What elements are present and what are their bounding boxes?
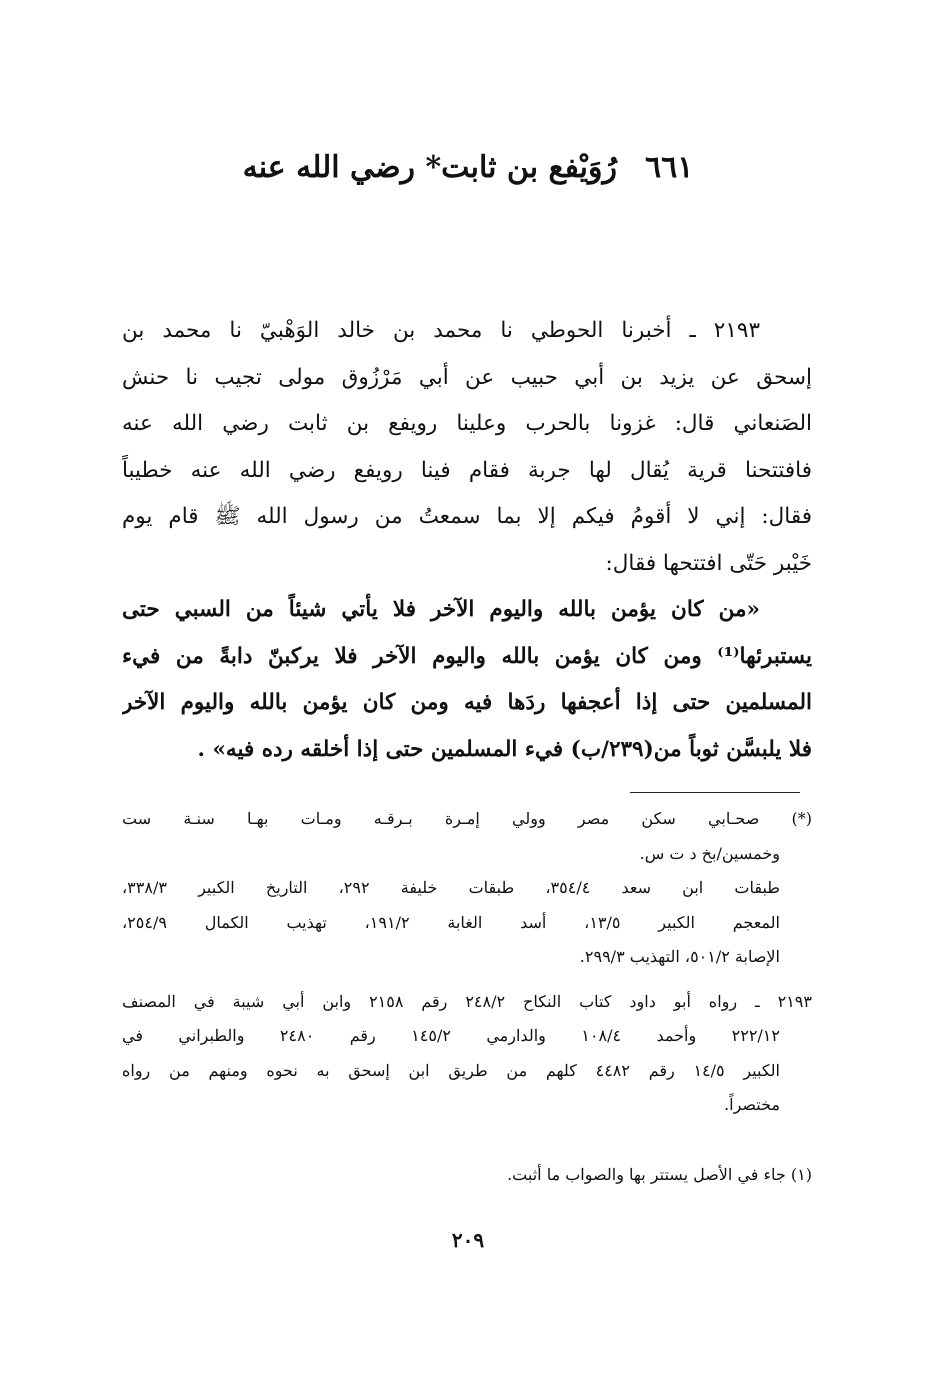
takhrij-line: مختصراً. (724, 1095, 780, 1114)
text-line: فافتتحنا قرية يُقال لها جربة فقام فينا رويفع رضي الله عنه خطيباً (122, 457, 812, 483)
hadith-line: يستبرئها⁽¹⁾ ومن كان يؤمن بالله واليوم الآخر فلا يركبنّ دابةً من فيء (122, 643, 812, 669)
text-line: إسحق عن يزيد بن أبي حبيب عن أبي مَرْزُوق مولى تجيب نا حنش (122, 364, 812, 390)
hadith-text (122, 587, 812, 773)
footnote: (١) جاء في الأصل يستتر بها والصواب ما أثبت. (507, 1165, 812, 1184)
text-line: ٢١٩٣ ـ أخبرنا الحوطي نا محمد بن خالد الوَهْبيّ نا محمد بن (122, 318, 760, 343)
chapter-name: رُوَيْفع بن ثابت* رضي الله عنه (242, 150, 617, 185)
hadith-line: فلا يلبسَّن ثوباً من(٢٣٩/ب) فيء المسلمين حتى إذا أخلقه رده فيه» . (197, 736, 812, 762)
hadith-line: «من كان يؤمن بالله واليوم الآخر فلا يأتي شيئاً من السبي حتى (122, 597, 760, 622)
page-number: ٢٠٩ (451, 1228, 485, 1252)
chapter-title (0, 150, 936, 185)
footnote-separator (630, 792, 800, 793)
hadith-line: المسلمين حتى إذا أعجفها ردَها فيه ومن كان يؤمن بالله واليوم الآخر (122, 690, 812, 715)
note-line: طبقات ابن سعد ٣٥٤/٤، طبقات خليفة ٢٩٢، التاريخ الكبير ٣٣٨/٣، (122, 878, 781, 897)
note-line: (*) صحـابي سكن مصر وولي إمـرة بـرقـه ومـات بهـا سنـة ست (122, 809, 812, 828)
chapter-number: ٦٦١ (645, 150, 694, 185)
note-line: المعجم الكبير ١٣/٥، أسد الغابة ١٩١/٢، تهذيب الكمال ٢٥٤/٩، (122, 912, 781, 932)
note-line: الإصابة ٥٠١/٢، التهذيب ٢٩٩/٣. (579, 947, 780, 966)
main-text (122, 308, 812, 773)
text-line: الصَنعاني قال: غزونا بالحرب وعلينا رويفع بن ثابت رضي الله عنه (122, 411, 812, 436)
text-line: فقال: إني لا أقومُ فيكم إلا بما سمعتُ من رسول الله ﷺ قام يوم (122, 504, 812, 529)
note-gap (122, 975, 812, 985)
text-line: خَيْبر حَتّى افتتحها فقال: (605, 550, 812, 576)
takhrij-line: ٢١٩٣ ـ رواه أبو داود كتاب النكاح ٢٤٨/٢ رقم ٢١٥٨ وابن أبي شيبة في المصنف (122, 991, 812, 1011)
takhrij-line: الكبير ١٤/٥ رقم ٤٤٨٢ كلهم من طريق ابن إسحق به نحوه ومنهم من رواه (122, 1060, 780, 1080)
takhrij-line: ٢٢٢/١٢ وأحمد ١٠٨/٤ والدارمي ١٤٥/٢ رقم ٢٤٨٠ والطبراني في (122, 1026, 780, 1045)
note-line: وخمسين/بخ د ت س. (639, 843, 780, 863)
notes-section (122, 802, 812, 1123)
